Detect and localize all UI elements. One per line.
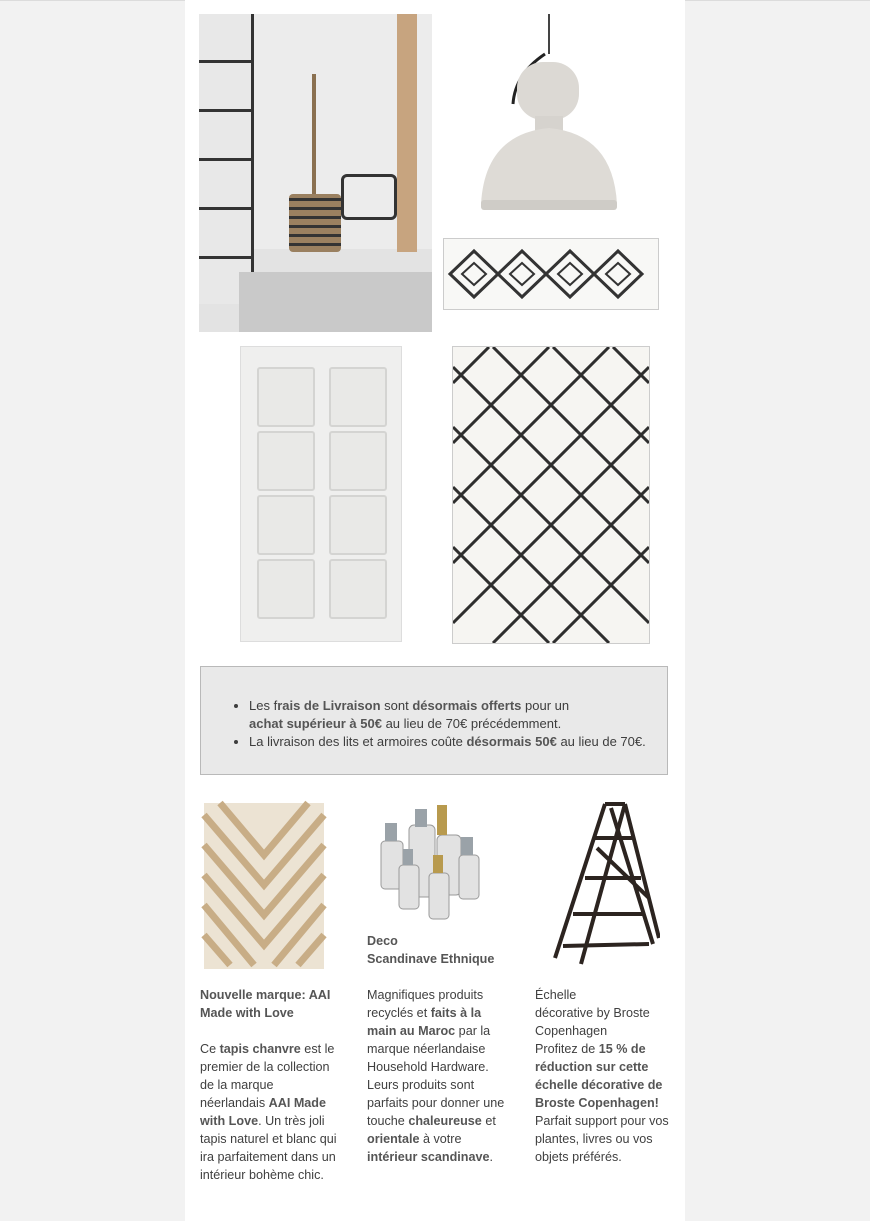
lanterns-photo[interactable] [375, 795, 487, 923]
ladder-photo[interactable] [545, 798, 660, 968]
echelle-product-text [535, 986, 675, 1166]
echelle-product-title: Échelle décorative by Broste Copenhagen [535, 988, 650, 1038]
aai-product-description: Ce tapis chanvre est le premier de la collection de la marque néerlandais AAI Made with Love. Un très joli tapis naturel et blanc qui ira parfaitement dans un intérieur bohème chic. [200, 1042, 337, 1182]
shipping-info-item: • La livraison des lits et armoires coûte désormais 50€ au lieu de 70€. [249, 733, 646, 751]
runner-rug-photo[interactable] [443, 238, 659, 310]
shipping-info-list [201, 697, 646, 751]
shipping-info-box [200, 666, 668, 775]
echelle-product-description: Profitez de 15 % de réduction sur cette échelle décorative de Broste Copenhagen! Parfait support pour vos plantes, livres ou vos objets préférés. [535, 1042, 669, 1164]
deco-product-text [367, 932, 507, 1166]
beni-ouarain-rug-photo[interactable] [452, 346, 650, 644]
newsletter-body [185, 0, 685, 1221]
interior-photo[interactable] [199, 14, 432, 332]
carved-armoire-photo[interactable] [240, 346, 402, 642]
hemp-rug-photo[interactable] [200, 795, 330, 975]
deco-product-description: Magnifiques produits recyclés et faits à la main au Maroc par la marque néerlandaise Household Hardware. Leurs produits sont parfaits pour donner une touche chaleureuse et orientale à votre intérieur scandinave. [367, 988, 505, 1164]
aai-product-title: Nouvelle marque: AAI Made with Love [200, 988, 331, 1020]
aai-product-text [200, 986, 340, 1184]
shipping-info-item: • Les frais de Livraison sont désormais offerts pour un achat supérieur à 50€ au lieu de 70€ précédemment. [249, 697, 646, 733]
deco-product-title: Deco Scandinave Ethnique [367, 934, 495, 966]
pendant-lamp-photo[interactable] [435, 14, 667, 222]
